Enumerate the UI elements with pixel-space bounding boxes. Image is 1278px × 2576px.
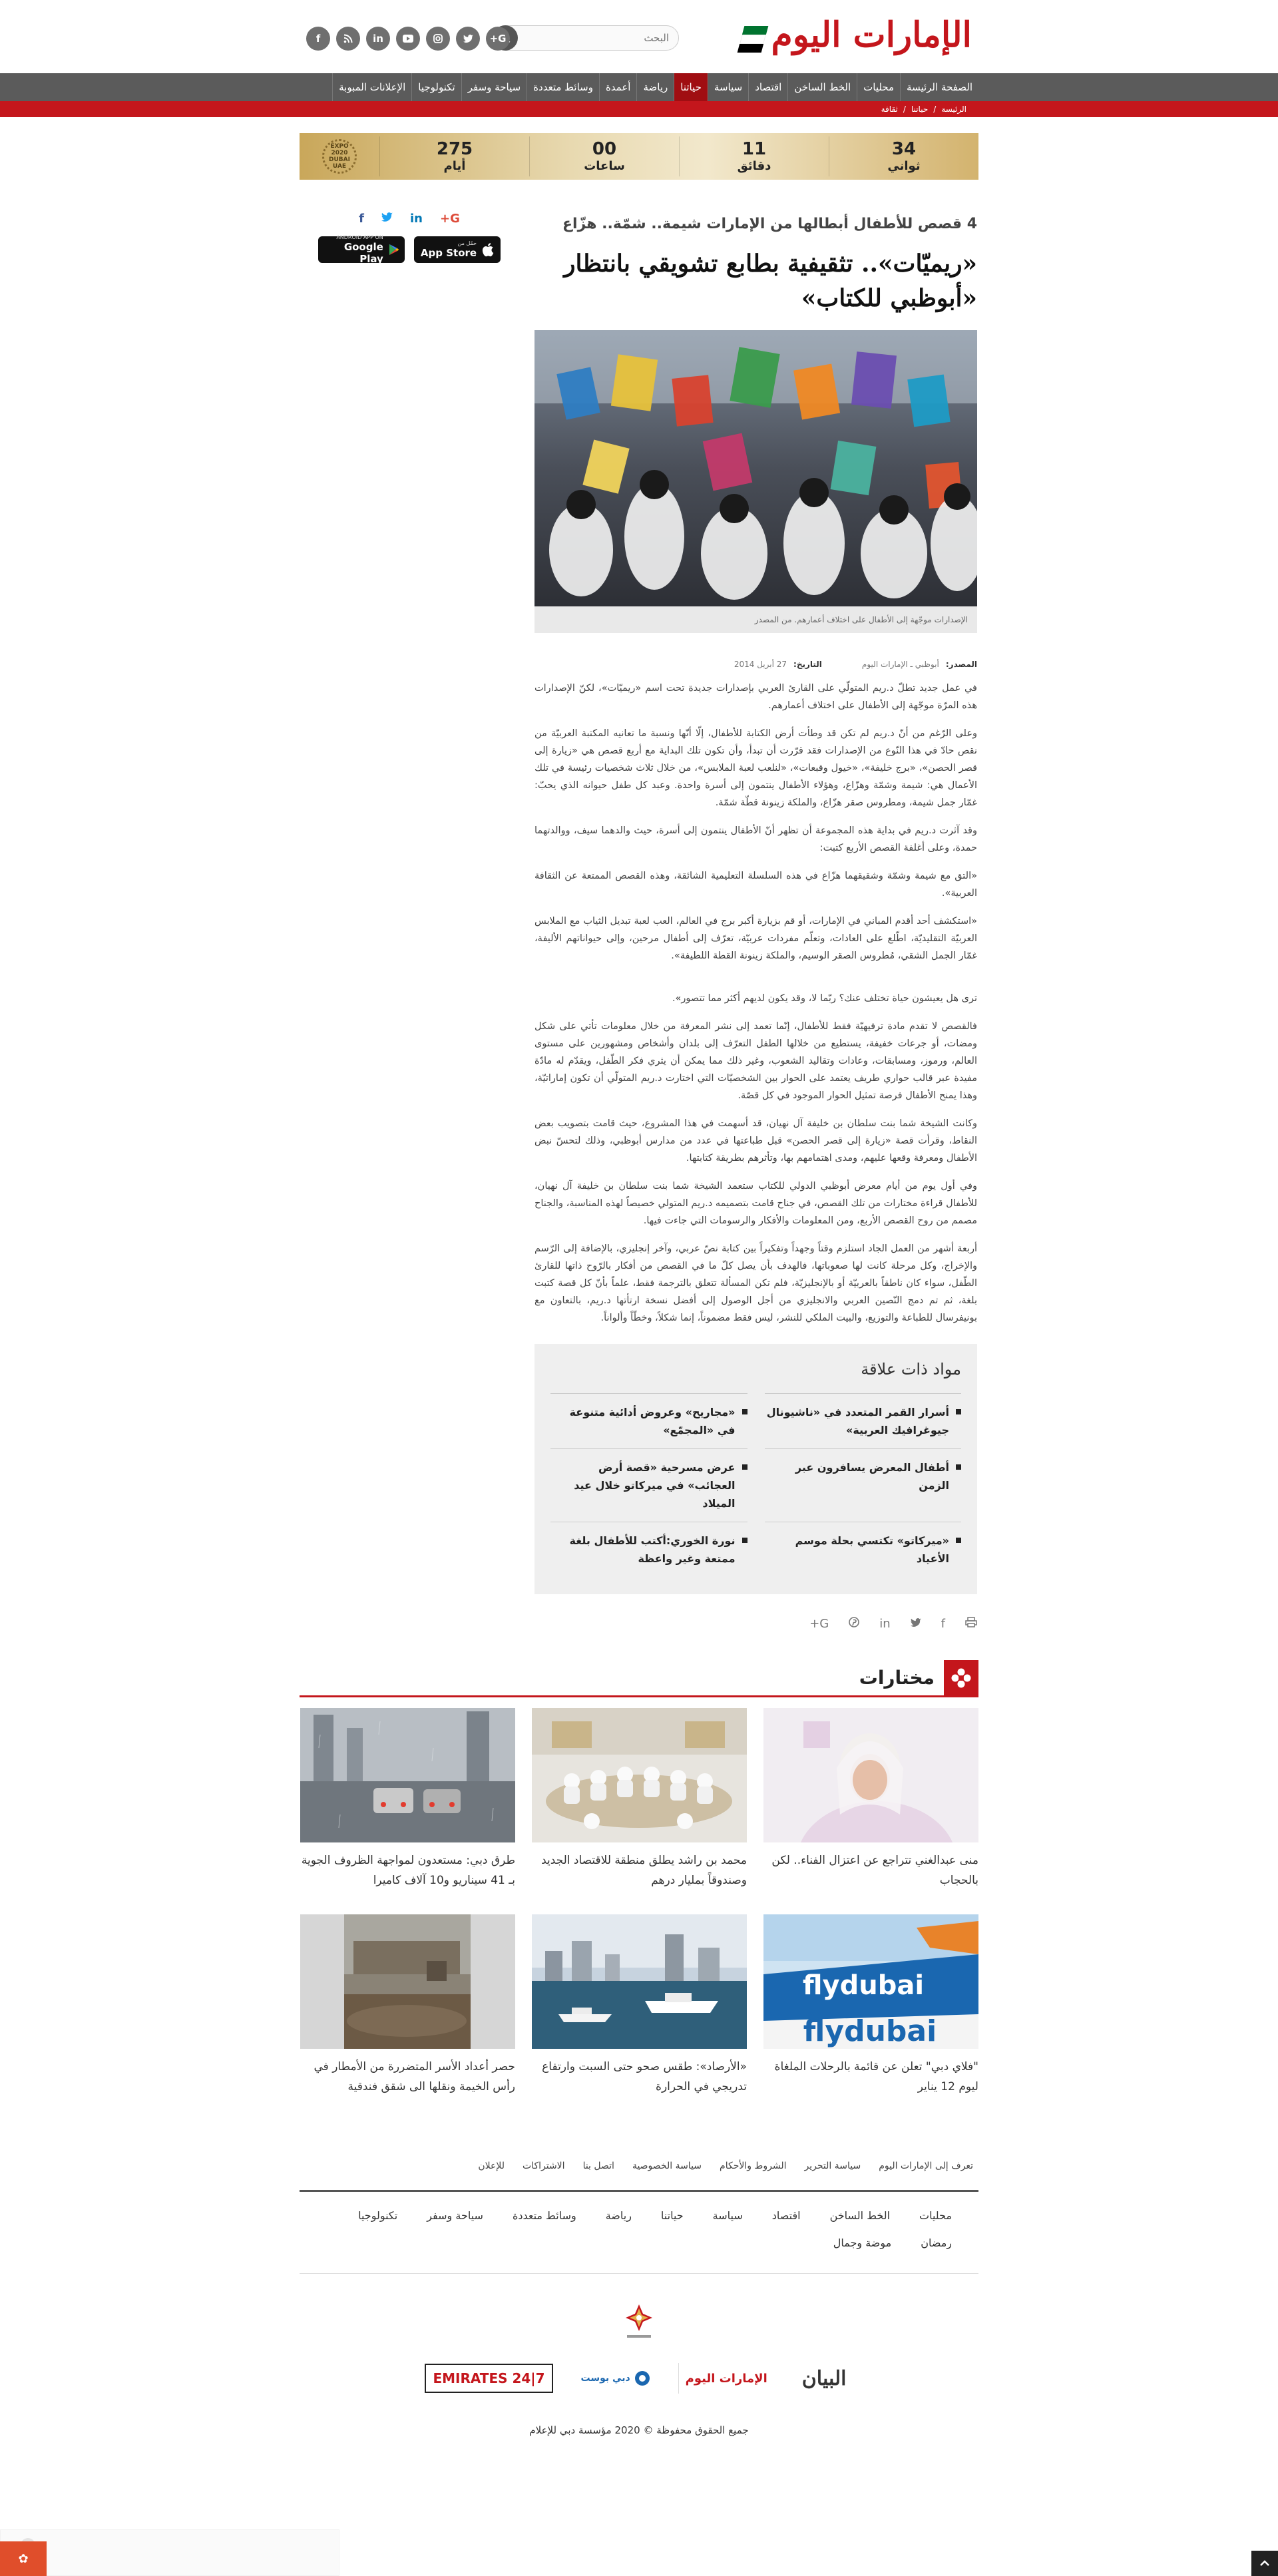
nav-item[interactable]: الخط الساخن xyxy=(787,73,857,101)
expo-logo xyxy=(300,133,379,180)
selection-caption: "فلاي دبي" تعلن عن قائمة بالرحلات الملغاة ليوم 12 يناير xyxy=(774,2060,978,2093)
selections-header xyxy=(300,1660,978,1697)
emaratalyoum-logo[interactable]: الإمارات اليوم xyxy=(678,2363,774,2394)
apple-icon xyxy=(482,242,494,257)
breadcrumb-separator: / xyxy=(903,105,906,114)
countdown-number: 11 xyxy=(742,139,767,159)
footer-link[interactable]: تعرف إلى الإمارات اليوم xyxy=(879,2161,973,2171)
twitter-icon[interactable] xyxy=(456,27,480,51)
app-badges xyxy=(300,236,519,263)
google-plus-icon[interactable]: G+ xyxy=(809,1617,829,1631)
bullet-icon xyxy=(742,1538,747,1543)
footer-bottom-divider xyxy=(300,2273,978,2274)
countdown-days xyxy=(379,136,529,176)
dubai-media-emblem xyxy=(300,2300,978,2343)
selection-card[interactable] xyxy=(763,1708,978,1914)
related-item-title: «ميركاتو» تكتسي بحلة موسم الأعياد xyxy=(795,1534,949,1565)
article-paragraph: وكانت الشيخة شما بنت سلطان بن خليفة آل نهيان، قد أسهمت في هذا المشروع، حيث قامت بتصويب بعض النقاط، وقرأت قصة «زيارة إلى قصر الحصن» قبل طباعتها في عدد من مدارس أبوظبي، وذلك لتحسّ نبض الأطفال ومعرفة وقعها عليهم، ومدى اهتمامهم بها، وتأثرهم بطريقة كتابتها. xyxy=(534,1118,977,1164)
article-paragraph: وفي أول يوم من أيام معرض أبوظبي الدولي للكتاب ستعمد الشيخة شما بنت سلطان بن خليفة آل نهيان، للأطفال قراءة مختارات من تلك القصص، في جناح قامت بتصميمه د.ريم المتولي خصيصاً لهذه المناسبة، والجناح مصمم من روح القصص الأربع، ومن المعلومات والأفكار والرسومات التي جاءت فيها. xyxy=(534,1181,977,1226)
search-box xyxy=(493,25,679,51)
article-source xyxy=(862,660,977,669)
footer-link[interactable]: سياسة التحرير xyxy=(804,2161,861,2171)
nav-item[interactable]: وسائط متعددة xyxy=(527,73,599,101)
source-value: أبوظبي ـ الإمارات اليوم xyxy=(861,660,939,669)
logo-text: الإمارات اليوم xyxy=(771,14,972,55)
footer-sections xyxy=(300,2192,978,2249)
appstore-button[interactable] xyxy=(414,236,501,263)
brand-logos xyxy=(300,2363,978,2394)
footer-links xyxy=(300,2161,978,2171)
related-item-title: «مجاريح» وعروض أدائية متنوعة في «المجمّع» xyxy=(569,1406,736,1436)
footer-section-link[interactable]: وسائط متعددة xyxy=(512,2209,576,2222)
rss-icon[interactable] xyxy=(336,27,360,51)
article-paragraph: وقد آثرت د.ريم في بداية هذه المجموعة أن تظهر أنّ الأطفال ينتمون إلى أسرة، حيث والدهما سيف، ووالدتهما حمدة، وعلى أغلفة القصص الأربع كتبت: xyxy=(534,825,977,853)
widget-logo-icon[interactable]: ✿ xyxy=(0,2541,47,2576)
recommendation-widget[interactable] xyxy=(0,2529,339,2576)
facebook-icon[interactable]: f xyxy=(306,27,330,51)
selection-card[interactable] xyxy=(532,1914,747,2121)
footer-link[interactable]: للإعلان xyxy=(478,2161,505,2171)
footer-section-link[interactable]: حياتنا xyxy=(660,2209,684,2222)
selection-image xyxy=(763,1914,978,2049)
breadcrumb xyxy=(300,101,978,117)
article-paragraph: «التق مع شيمة وشمّة وشقيقهما هزّاع في هذه السلسلة التعليمية الشائقة، وهذه القصص الممتعة عن الثقافة العربية». xyxy=(534,871,977,899)
footer-section-link[interactable]: اقتصاد xyxy=(771,2209,801,2222)
google-play-icon xyxy=(389,243,399,256)
related-item[interactable] xyxy=(550,1522,747,1577)
countdown-hours xyxy=(529,136,679,176)
article-paragraph: أربعة أشهر من العمل الجاد استلزم وقتاً وجهداً وتفكيراً بين كتابة نصّ عربي، وآخر إنجليزي، بالإضافة إلى الرّسم والإخراج، وكل مرحلة كانت لها صعوباتها، فالهدف بأن يصل كلّ ما في القصص من أفكار بالرّوح ذاتها للقارئ الطّفل، سواء كان ناطقاً بالعربيّة أو بالإنجليزيّة، فلم تكن المسألة تتعلق بالترجمة فقط، علماً بأنّ كل قصة كتبت بلغة، ثم تم دمج النّصين العربي والانجليزي من أجل الوصول إلى أفضل نسخة ارتأتها د.ريم، بالتعاون مع بونيفرسال للطباعة والتوزيع، والبيت الملكي للنشر، ليس فقط مضموناً، إنما شكلاً، وخطّاً وألواناً. xyxy=(534,1243,977,1323)
countdown-label: أيام xyxy=(443,159,466,173)
emirates247-logo[interactable]: EMIRATES 24|7 xyxy=(425,2364,552,2393)
selection-caption: طرق دبي: مستعدون لمواجهة الظروف الجوية بـ 41 سيناريو و10 آلاف كاميرا xyxy=(301,1854,515,1887)
related-title: مواد ذات علاقة xyxy=(861,1360,961,1379)
sidebar-share xyxy=(300,212,519,226)
article-photo[interactable] xyxy=(534,330,977,606)
nav-item[interactable]: الصفحة الرئيسة xyxy=(900,73,978,101)
facebook-icon[interactable]: f xyxy=(941,1617,945,1631)
countdown-seconds xyxy=(829,136,978,176)
breadcrumb-section[interactable]: حياتنا xyxy=(911,105,929,114)
footer-section-link[interactable]: الخط الساخن xyxy=(829,2209,891,2222)
googleplay-button[interactable] xyxy=(318,236,405,263)
selection-card[interactable] xyxy=(300,1914,515,2121)
breadcrumb-home[interactable]: الرئيسة xyxy=(941,105,966,114)
countdown-label: ساعات xyxy=(584,159,625,173)
related-item[interactable] xyxy=(550,1448,747,1522)
article-share-bar xyxy=(534,1617,977,1631)
related-item[interactable] xyxy=(765,1448,962,1522)
footer-link[interactable]: الشروط والأحكام xyxy=(720,2161,787,2171)
selection-image xyxy=(300,1914,515,2049)
selection-caption: محمد بن راشد يطلق منطقة للاقتصاد الجديد وصندوقاً بمليار درهم xyxy=(541,1854,747,1887)
bullet-icon xyxy=(742,1409,747,1414)
footer-link[interactable]: اتصل بنا xyxy=(582,2161,614,2171)
site-header xyxy=(300,0,978,73)
flower-icon xyxy=(944,1660,978,1695)
breadcrumb-bar xyxy=(0,101,1278,117)
article-date xyxy=(734,660,822,669)
related-item-title: عرض مسرحية «قصة أرض العجائب» في ميركاتو خلال عيد الميلاد xyxy=(574,1461,736,1510)
children-books-photo xyxy=(534,330,977,606)
selection-image xyxy=(300,1708,515,1842)
selection-caption: «الأرصاد»: طقس صحو حتى السبت وارتفاع تدريجي في الحرارة xyxy=(542,2060,747,2093)
google-plus-icon[interactable]: G+ xyxy=(486,27,510,51)
related-item[interactable] xyxy=(550,1393,747,1448)
countdown-minutes xyxy=(679,136,829,176)
article-main xyxy=(534,212,977,1631)
nav-item[interactable]: رياضة xyxy=(636,73,674,101)
expo-logo-icon: EXPO 2020 DUBAI UAE xyxy=(322,139,357,174)
article-paragraph: فالقصص لا تقدم مادة ترفيهيّة فقط للأطفال، إنّما تعمد إلى نشر المعرفة من خلال معلومات تأتي على شكل ومضات، أو جرعات خفيفة، يستطيع من خلالها الطفل التعرّف إلى بلدان وأشخاص ومشهورين على مستوى العالم، ورموز، ومسابقات، وعادات وتقاليد الشعوب، وغير ذلك مما يمكن أن يثري فكر الطّفل، ويقدّم له مادّة مفيدة عبر قالب حواري طريف يعتمد على الحوار بين الشخصيّات التي اختارت د.ريم المتولّي أن تكون إماراتيّة، وهذا يمنح الأطفال فرصة تمثيل الحوار الموجود في كل قصّة. xyxy=(534,1021,977,1101)
instagram-icon[interactable] xyxy=(426,27,450,51)
date-label: التاريخ: xyxy=(793,660,822,669)
date-value: 27 أبريل 2014 xyxy=(734,660,787,669)
pinterest-icon[interactable] xyxy=(849,1617,859,1631)
article-paragraph: في عمل جديد تطلّ د.ريم المتولّي على القارئ العربي بإصدارات جديدة تحت اسم «ريميّات»، لكنّ الإصدارات هذه المرّة موجّهة إلى الأطفال على اختلاف أعمارهم. xyxy=(534,683,977,711)
bullet-icon xyxy=(956,1409,961,1414)
article-paragraph: «استكشف أحد أقدم المباني في الإمارات، أو قم بزيارة أكبر برج في العالم، العب لعبة تبديل الثياب مع الملابس العربيّة التقليديّة، اطّلع على العادات، وتعلّم مفردات عربيّة، تعرّف إلى أطفال مرحين، وإلى حيواناتهم الأليفة، غمّار الجمل الشقي، مُطروس الصقر الوسيم، والملكة زينونة القطة اللطيفة». xyxy=(534,916,977,961)
bullet-icon xyxy=(956,1538,961,1543)
article-paragraph: وعلى الرّغم من أنّ د.ريم لم تكن قد وطأت أرض الكتابة للأطفال، إلّا أنّها ونسبة ما تعانيه المكتبة العربيّة من نقص حادّ في هذا النّوع من الإصدارات فقد قرّرت أن تبدأ، وأن تكون تلك البداية مع أربع قصص هي «زيارة إلى قصر الحصن»، «برج خليفة»، «خيول وقبعات»، «لنلعب لعبة الملابس»، من خلال ثلاث شخصيات رئيسة في تلك الأعمال هي: شيمة وشمّة وهزّاع، وهؤلاء الأطفال ينتمون إلى أسرة واحدة. وعبد كل طفل حيوانه الذي يحبّ: غمّار جمل شيمة، ومطروس صقر هزّاع، والملكة زينونة قطّة شمّة. xyxy=(534,728,977,808)
related-item-title: أسرار القمر المتعدد في «ناشيونال جيوغرافيك العربية» xyxy=(766,1406,949,1436)
related-list xyxy=(550,1393,961,1577)
related-item-title: نورة الخوري:أكتب للأطفال بلغة ممتعة وغير واعظة xyxy=(569,1534,736,1565)
flydubai-livery-text: flydubai xyxy=(802,1970,925,2001)
youtube-icon[interactable] xyxy=(396,27,420,51)
appstore-small-text: حمّل من xyxy=(457,240,477,246)
dubaipost-logo[interactable] xyxy=(574,2363,657,2394)
nav-item[interactable]: سياحة وسفر xyxy=(461,73,527,101)
footer-section-link[interactable]: رياضة xyxy=(605,2209,632,2222)
selections-title: مختارات xyxy=(859,1667,935,1689)
footer-section-link[interactable]: محليات xyxy=(919,2209,952,2222)
footer-link[interactable]: الاشتراكات xyxy=(523,2161,565,2171)
nav-item[interactable]: حياتنا xyxy=(674,73,708,101)
countdown-label: ثواني xyxy=(887,159,921,173)
linkedin-icon[interactable]: in xyxy=(410,212,423,226)
article-layout xyxy=(300,212,978,1631)
breadcrumb-separator: / xyxy=(933,105,937,114)
countdown-number: 34 xyxy=(891,139,917,159)
nav-item[interactable]: الإعلانات المبوبة xyxy=(332,73,411,101)
flydubai-livery-text: flydubai xyxy=(803,2014,937,2048)
footer-link[interactable]: سياسة الخصوصية xyxy=(632,2161,702,2171)
selection-image xyxy=(532,1914,747,2049)
source-label: المصدر: xyxy=(945,660,977,669)
breadcrumb-subsection[interactable]: ثقافة xyxy=(881,105,898,114)
nav-item[interactable]: تكنولوجيا xyxy=(411,73,461,101)
selection-card[interactable] xyxy=(532,1708,747,1914)
selection-caption: منى عبدالغني تتراجع عن اعتزال الفناء.. لكن بالحجاب xyxy=(771,1854,978,1887)
countdown-label: دقائق xyxy=(737,159,771,173)
dubai-media-logo-icon xyxy=(620,2300,658,2343)
article-sidebar xyxy=(300,212,519,1631)
article-figure xyxy=(534,330,977,633)
nav-item[interactable]: محليات xyxy=(857,73,900,101)
googleplay-big-text: Google Play xyxy=(343,241,383,265)
bullet-icon xyxy=(742,1464,747,1470)
twitter-icon[interactable] xyxy=(381,212,393,226)
article-body xyxy=(534,680,977,1327)
photo-caption: الإصدارات موجّهة إلى الأطفال على اختلاف أعمارهم. من المصدر xyxy=(534,606,977,633)
twitter-icon[interactable] xyxy=(911,1617,921,1631)
google-plus-icon[interactable]: G+ xyxy=(439,212,460,226)
chevron-up-icon xyxy=(1259,2560,1270,2567)
footer-section-link[interactable]: سياسة xyxy=(712,2209,743,2222)
selection-card[interactable] xyxy=(300,1708,515,1914)
appstore-big-text: App Store xyxy=(420,247,477,259)
main-nav xyxy=(0,73,1278,101)
related-articles xyxy=(534,1344,977,1594)
print-icon[interactable] xyxy=(965,1617,977,1631)
facebook-icon[interactable]: f xyxy=(359,212,364,226)
site-logo[interactable] xyxy=(741,13,972,56)
nav-item[interactable]: اقتصاد xyxy=(748,73,787,101)
social-links xyxy=(306,27,510,51)
related-item-title: أطفال المعرض يسافرون عبر الزمن xyxy=(795,1461,949,1492)
article-paragraph: ترى هل يعيشون حياة تختلف عنك؟ ربّما لا، وقد يكون لديهم أكثر مما تتصور». xyxy=(672,993,977,1004)
nav-item[interactable]: أعمدة xyxy=(599,73,637,101)
dubaipost-name: دبي بوست xyxy=(580,2373,630,2384)
copyright: جميع الحقوق محفوظة © 2020 مؤسسة دبي للإعلام xyxy=(529,2424,749,2436)
countdown-number: 275 xyxy=(436,139,473,159)
search-input[interactable] xyxy=(518,26,678,50)
flag-icon xyxy=(737,26,768,53)
nav-item[interactable]: سياسة xyxy=(708,73,748,101)
countdown-number: 00 xyxy=(592,139,617,159)
related-item[interactable] xyxy=(765,1522,962,1577)
linkedin-icon[interactable]: in xyxy=(879,1617,891,1631)
footer-section-link[interactable]: موضة وجمال xyxy=(833,2237,892,2249)
article-meta xyxy=(534,660,977,669)
nav-list xyxy=(300,73,978,101)
bullet-icon xyxy=(956,1464,961,1470)
selection-image xyxy=(532,1708,747,1842)
selection-card[interactable] xyxy=(763,1914,978,2121)
footer-section-link[interactable]: سياحة وسفر xyxy=(427,2209,483,2222)
selections-grid xyxy=(300,1708,978,2121)
dubaipost-icon xyxy=(634,2370,650,2386)
albayan-logo[interactable]: البيان xyxy=(801,2366,847,2390)
linkedin-icon[interactable]: in xyxy=(366,27,390,51)
selection-image xyxy=(763,1708,978,1842)
article-title: «ريميّات».. تثقيفية بطابع تشويقي بانتظار «أبوظبي للكتاب» xyxy=(564,250,977,312)
article-kicker: 4 قصص للأطفال أبطالها من الإمارات شيمة.. شمّة.. هزّاع xyxy=(562,216,977,232)
footer-section-link[interactable]: رمضان xyxy=(921,2237,952,2249)
googleplay-small-text: ANDROID APP ON xyxy=(336,234,383,240)
expo-countdown-banner[interactable] xyxy=(300,133,978,180)
footer-section-link[interactable]: تكنولوجيا xyxy=(358,2209,398,2222)
scroll-to-top-button[interactable] xyxy=(1251,2551,1278,2576)
selection-caption: حصر أعداد الأسر المتضررة من الأمطار في رأس الخيمة ونقلها الى شقق فندقية xyxy=(314,2060,515,2093)
related-item[interactable] xyxy=(765,1393,962,1448)
